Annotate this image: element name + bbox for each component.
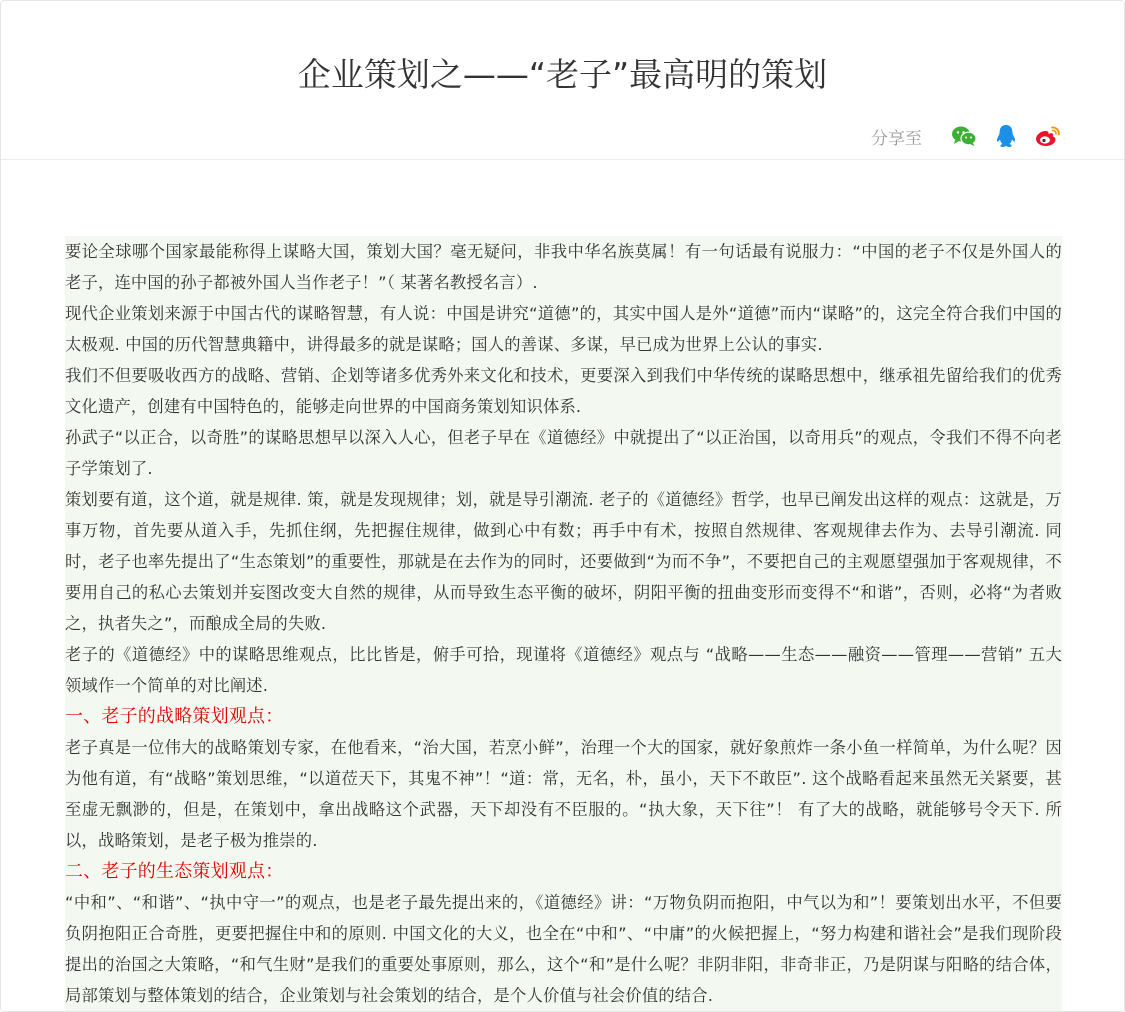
paragraph-sunzi: 孙武子“以正合，以奇胜”的谋略思想早以深入人心，但老子早在《道德经》中就提出了“以正治国，以奇用兵”的观点，令我们不得不向老子学策划了. xyxy=(65,428,1062,478)
paragraph-dao: 策划要有道，这个道，就是规律. 策，就是发现规律；划，就是导引潮流. 老子的《道德经》哲学，也早已阐发出这样的观点：这就是，万事万物，首先要从道入手，先抓住纲，先把握住规律，做到心中有数；再手中有术，按照自然规律、客观规律去作为、去导引潮流. 同时，老子也率先提出了“生态策划”的重要性，那就是在去作为的同时，还要做到“为而不争”，不要把自己的主观愿望强加于客观规律，不要用自己的私心去策划并妄图改变大自然的规律，从而导致生态平衡的破坏，阴阳平衡的扭曲变形而变得不“和谐”，否则，必将“为者败之，执者失之”，而酿成全局的失败. xyxy=(65,490,1062,633)
paragraph-origin: 现代企业策划来源于中国古代的谋略智慧，有人说：中国是讲究“道德”的，其实中国人是外“道德”而内“谋略”的，这完全符合我们中国的太极观. 中国的历代智慧典籍中，讲得最多的就是谋略；国人的善谋、多谋，早已成为世界上公认的事实. xyxy=(65,304,1062,354)
qq-icon[interactable] xyxy=(992,122,1020,150)
share-bar xyxy=(871,121,1062,151)
share-label: 分享至 xyxy=(871,128,922,149)
section-heading-ecology: 二、老子的生态策划观点： xyxy=(65,861,284,882)
paragraph-inheritance: 我们不但要吸收西方的战略、营销、企划等诸多优秀外来文化和技术，更要深入到我们中华传统的谋略思想中，继承祖先留给我们的优秀文化遗产，创建有中国特色的，能够走向世界的中国商务策划知识体系. xyxy=(65,366,1062,416)
section-heading-strategy: 一、老子的战略策划观点： xyxy=(65,706,284,727)
paragraph-ecology: “中和”、“和谐”、“执中守一”的观点，也是老子最先提出来的，《道德经》讲：“万物负阴而抱阳，中气以为和”！要策划出水平，不但要负阴抱阳正合奇胜，更要把握住中和的原则. 中国文化的大义，也全在“中和”、“中庸”的火候把握上，“努力构建和谐社会”是我们现阶段提出的治国之大策略，“和气生财”是我们的重要处事原则，那么，这个“和”是什么呢？非阴非阳，非奇非正，乃是阴谋与阳略的结合体，局部策划与整体策划的结合，企业策划与社会策划的结合，是个人价值与社会价值的结合. xyxy=(65,893,1062,1005)
paragraph-strategy: 老子真是一位伟大的战略策划专家，在他看来，“治大国，若烹小鲜”，治理一个大的国家，就好象煎炸一条小鱼一样简单，为什么呢？因为他有道，有“战略”策划思维，“以道莅天下，其鬼不神”！“道：常，无名，朴，虽小，天下不敢臣”. 这个战略看起来虽然无关紧要，甚至虚无飘渺的，但是，在策划中，拿出战略这个武器，天下却没有不臣服的。“执大象，天下往”！ 有了大的战略，就能够号令天下. 所以，战略策划，是老子极为推崇的. xyxy=(65,738,1062,850)
article-header xyxy=(1,1,1124,160)
paragraph-overview: 老子的《道德经》中的谋略思维观点，比比皆是，俯手可拾，现谨将《道德经》观点与 “战略——生态——融资——管理——营销” 五大领域作一个简单的对比阐述. xyxy=(65,645,1062,695)
page-title: 企业策划之——“老子”最高明的策划 xyxy=(297,55,828,94)
weibo-icon[interactable] xyxy=(1034,122,1062,150)
paragraph-intro: 要论全球哪个国家最能称得上谋略大国，策划大国？毫无疑问，非我中华名族莫属！有一句话最有说服力：“中国的老子不仅是外国人的老子，连中国的孙子都被外国人当作老子！”（ 某著名教授名言）. xyxy=(65,242,1062,292)
wechat-icon[interactable] xyxy=(950,122,978,150)
article-body xyxy=(65,236,1062,1011)
